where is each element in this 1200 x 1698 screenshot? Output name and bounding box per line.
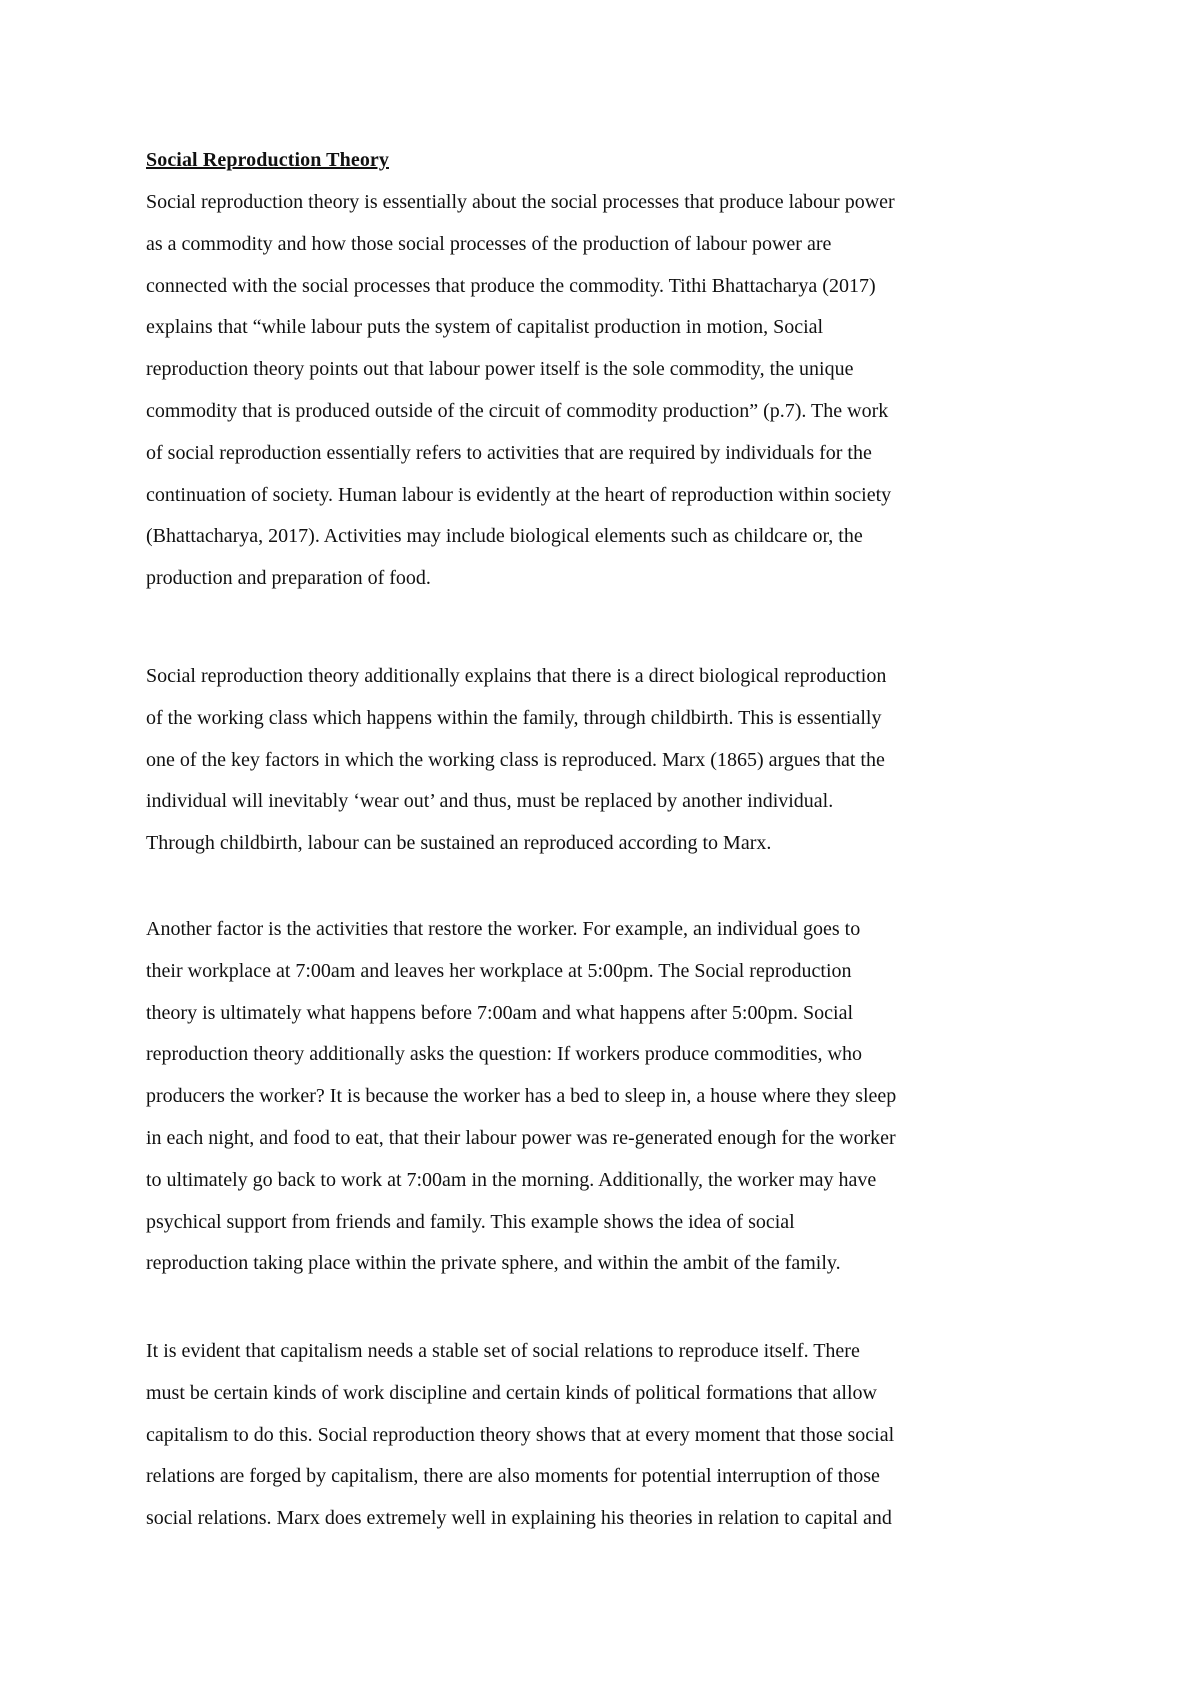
text-line: (Bhattacharya, 2017). Activities may include biological elements such as childcare or, the <box>146 525 863 548</box>
paragraph-3 <box>146 909 1071 1285</box>
text-line: Social reproduction theory additionally explains that there is a direct biological reproduction <box>146 665 887 687</box>
text-line: of social reproduction essentially refers to activities that are required by individuals for the <box>146 441 872 464</box>
text-line: Another factor is the activities that restore the worker. For example, an individual goes to <box>146 918 861 940</box>
text-line: to ultimately go back to work at 7:00am in the morning. Additionally, the worker may have <box>146 1168 877 1191</box>
text-line: reproduction taking place within the private sphere, and within the ambit of the family. <box>146 1252 841 1275</box>
text-line: psychical support from friends and family. This example shows the idea of social <box>146 1210 795 1233</box>
text-line: reproduction theory points out that labour power itself is the sole commodity, the unique <box>146 358 854 381</box>
text-line: Social reproduction theory is essentially about the social processes that produce labour power <box>146 191 895 213</box>
paragraph-4 <box>146 1331 1071 1540</box>
text-line: It is evident that capitalism needs a stable set of social relations to reproduce itself. There <box>146 1340 860 1362</box>
text-line: as a commodity and how those social processes of the production of labour power are <box>146 232 832 255</box>
text-line: reproduction theory additionally asks the question: If workers produce commodities, who <box>146 1043 862 1066</box>
text-line: connected with the social processes that produce the commodity. Tithi Bhattacharya (2017) <box>146 274 876 297</box>
text-line: Through childbirth, labour can be sustained an reproduced according to Marx. <box>146 832 772 855</box>
text-line: social relations. Marx does extremely well in explaining his theories in relation to capital and <box>146 1507 892 1530</box>
paragraph-2 <box>146 656 1071 865</box>
text-line: their workplace at 7:00am and leaves her workplace at 5:00pm. The Social reproduction <box>146 959 852 982</box>
text-line: theory is ultimately what happens before 7:00am and what happens after 5:00pm. Social <box>146 1001 854 1024</box>
text-line: explains that “while labour puts the system of capitalist production in motion, Social <box>146 316 824 339</box>
text-line: continuation of society. Human labour is evidently at the heart of reproduction within society <box>146 483 892 506</box>
text-line: commodity that is produced outside of the circuit of commodity production” (p.7). The work <box>146 399 889 422</box>
text-line: one of the key factors in which the working class is reproduced. Marx (1865) argues that the <box>146 748 885 771</box>
text-line: individual will inevitably ‘wear out’ and thus, must be replaced by another individual. <box>146 790 834 813</box>
text-line: in each night, and food to eat, that their labour power was re-generated enough for the worker <box>146 1126 896 1149</box>
document-title: Social Reproduction Theory <box>146 149 389 171</box>
text-line: must be certain kinds of work discipline and certain kinds of political formations that allow <box>146 1381 877 1404</box>
text-line: relations are forged by capitalism, there are also moments for potential interruption of those <box>146 1465 880 1488</box>
text-line: production and preparation of food. <box>146 567 431 590</box>
text-line: producers the worker? It is because the worker has a bed to sleep in, a house where they sleep <box>146 1085 897 1108</box>
text-line: of the working class which happens within the family, through childbirth. This is essentially <box>146 706 882 729</box>
paragraph-1 <box>146 182 1071 600</box>
text-line: capitalism to do this. Social reproduction theory shows that at every moment that those social <box>146 1423 895 1446</box>
